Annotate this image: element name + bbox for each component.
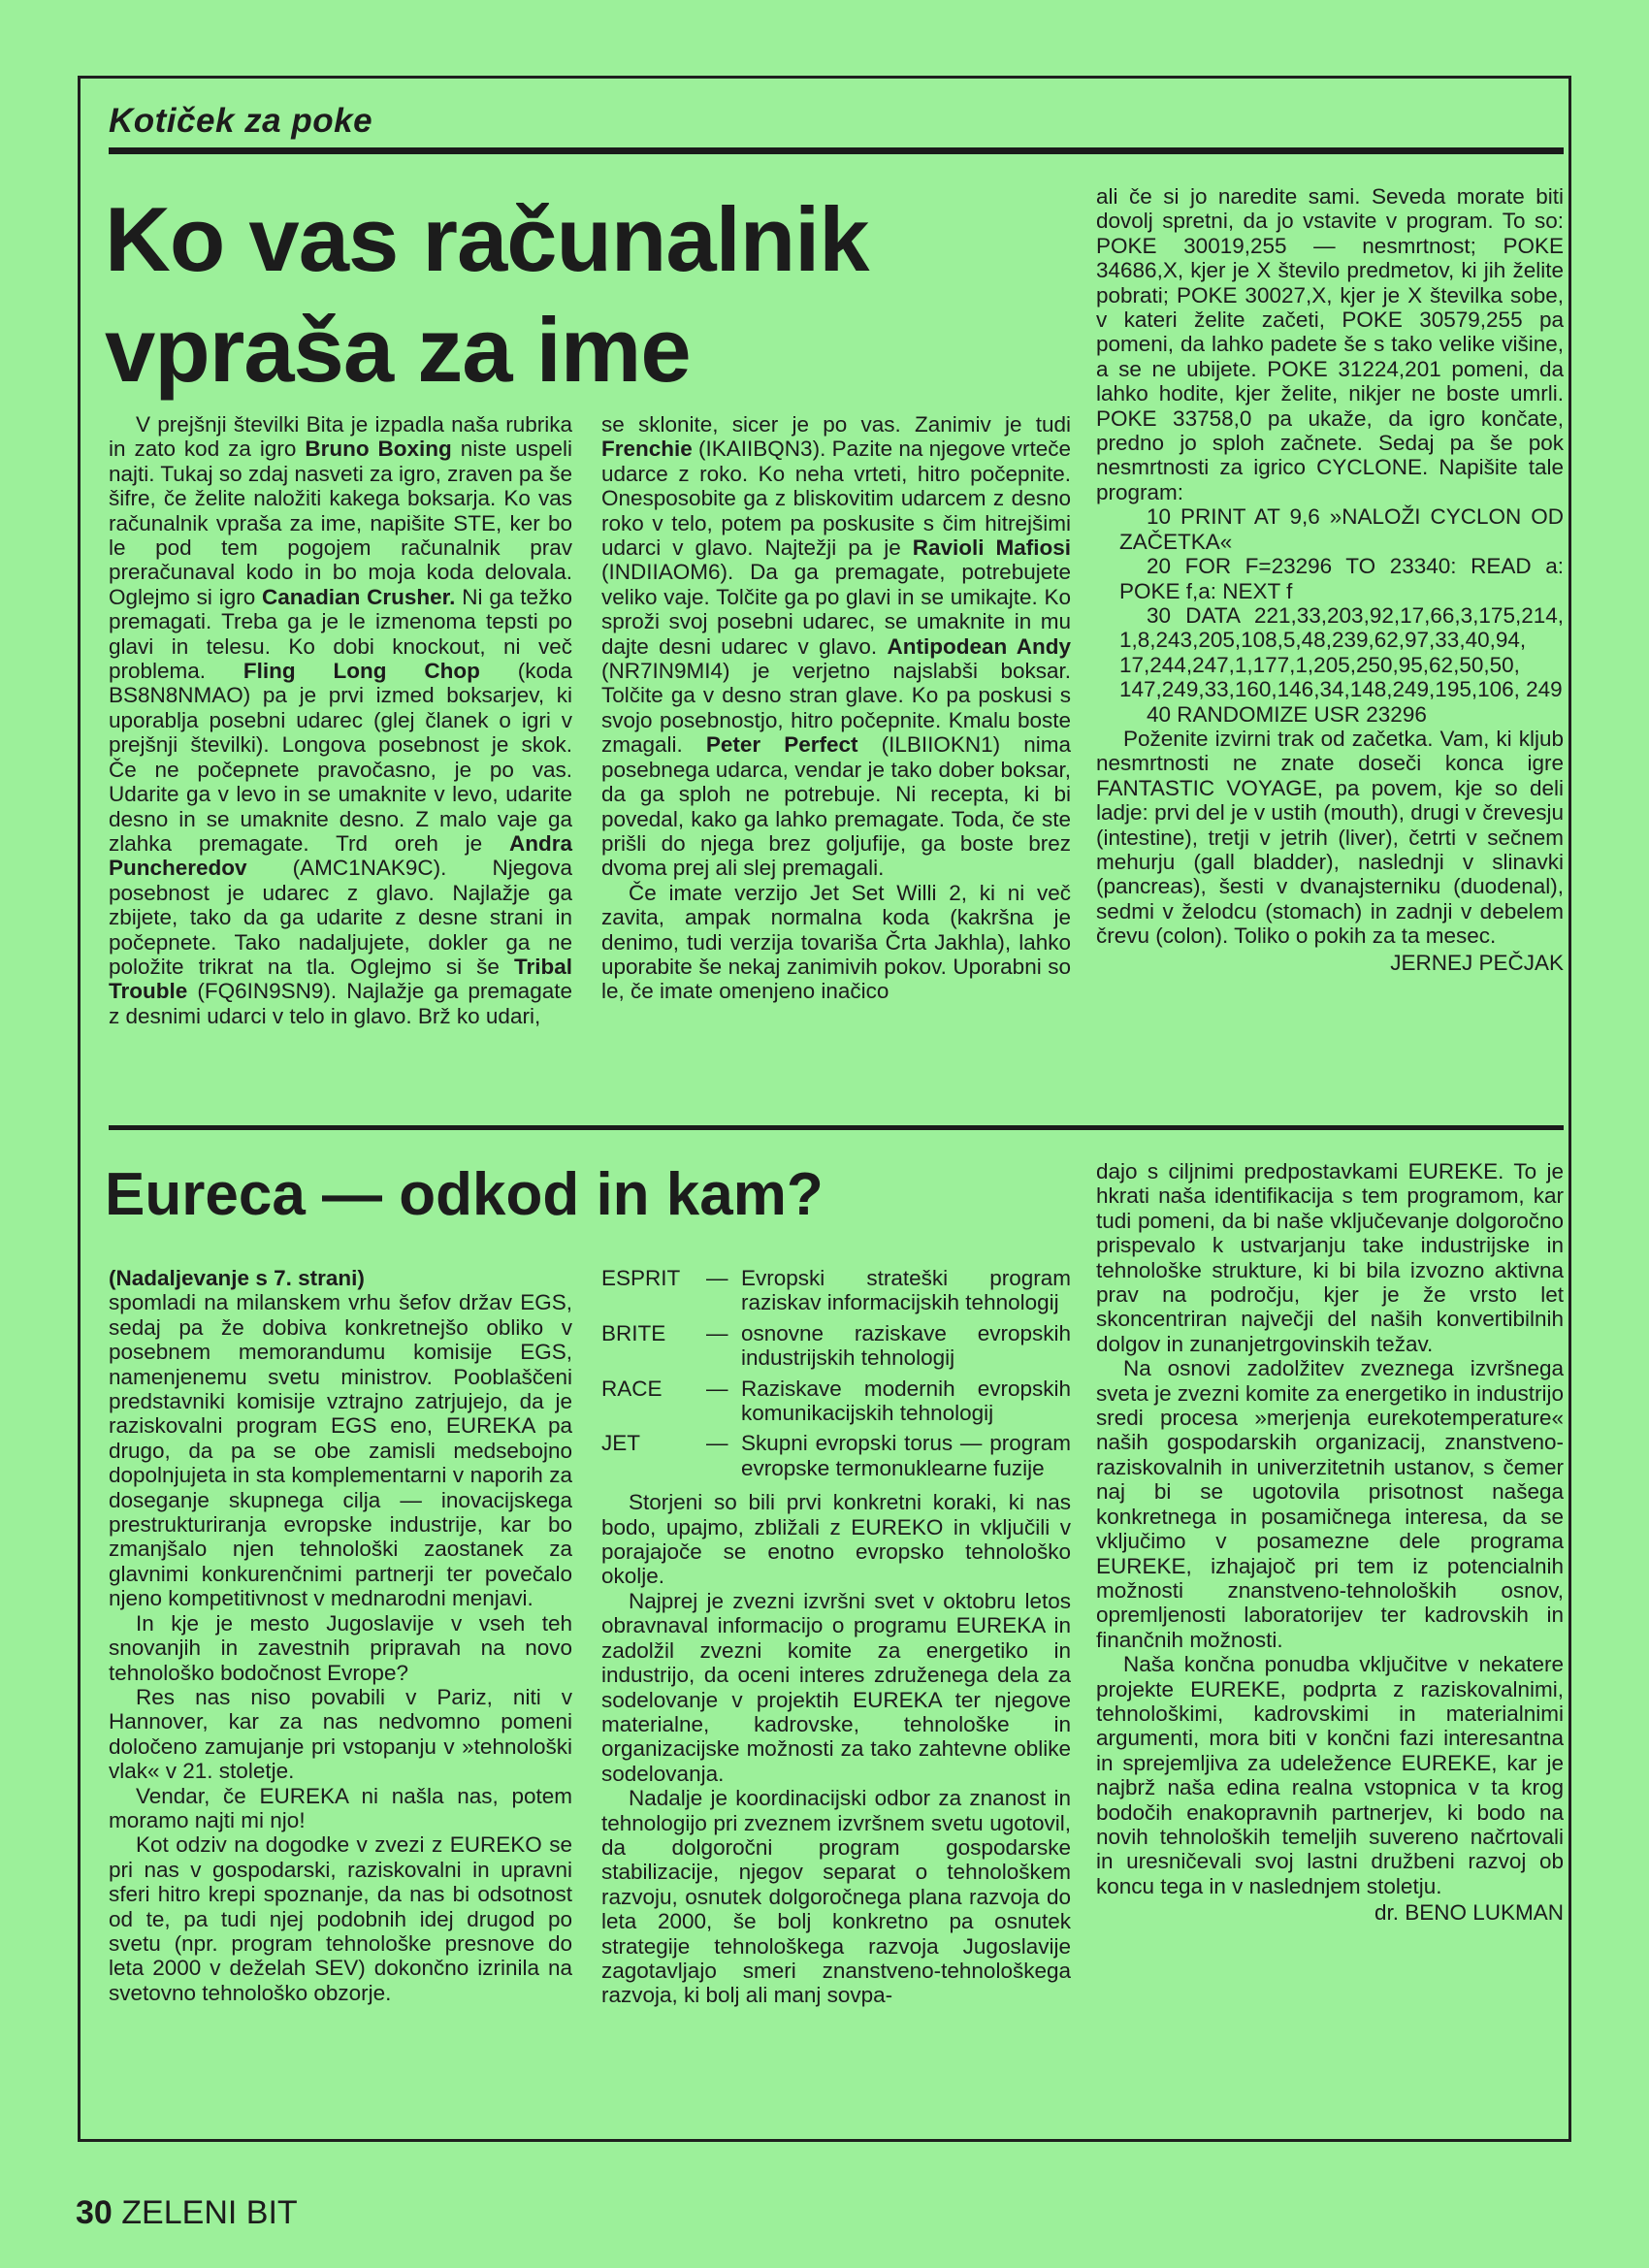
article2-col2-paragraph: Nadalje je koordinacijski odbor za znanost in tehnologijo pri zveznem izvršnem svetu ugotovil, da dolgoročni program gospodarske stabilizacije, njegov separat o tehnološkem razvoju, osnutek dolgoročnega plana razvoja do leta 2000, še bolj konkretno pa osnutek strategije tehnološkega razvoja Jugoslavije zagotavljajo smeri znanstveno-tehnološkega razvoja, ki bolj ali manj sovpa- <box>601 1786 1071 2008</box>
bold-name: Peter Perfect <box>705 732 858 758</box>
article1-col3-paragraph-2: Poženite izvirni trak od začetka. Vam, ki kljub nesmrtnosti ne znate doseči konca igre FANTASTIC VOYAGE, pa povem, kje so deli ladje: prvi del je v ustih (mouth), drugi v črevesju (intestine), tretji v jetrih (liver), četrti v sečnem mehurju (gall bladder), naslednji v slinavki (pancreas), šesti v dvanajsterniku (duodenal), sedmi v želodcu (stomach) in zadnji v debelem črevu (colon). Toliko o pokih za ta mesec. <box>1096 726 1564 949</box>
code-line: 20 FOR F=23296 TO 23340: READ a: POKE f,a: NEXT f <box>1119 554 1564 603</box>
article2-col3-paragraph: Naša končna ponudba vključitve v nekatere projekte EUREKE, podprta z raziskovalnimi, tehnološkimi, kadrovskimi in materialnimi argumenti, mora biti v končni fazi interesantna in sprejemljiva za udeležence EUREKE, kar je najbrž naša edina realna vstopnica v ta krog bodočih enakopravnih partnerjev, ki bodo na novih tehnoloških temeljih suvereno načrtovali in uresničevali svoj lastni družbeni razvoj ob koncu tega in v naslednjem stoletju. <box>1096 1652 1564 1898</box>
article2-col1-paragraph: Res nas niso povabili v Pariz, niti v Hannover, kar za nas nedvomno pomeni določeno zamujanje pri vstopanju v »tehnološki vlak« v 21. stoletje. <box>109 1684 572 1784</box>
article2-col1-paragraph: spomladi na milanskem vrhu šefov držav EGS, sedaj pa že dobiva konkretnejšo obliko v posebnem memorandumu komisije EGS, namenjenemu svetu ministrov. Pooblaščeni predstavniki komisije vztrajno zatrjujejo, da je raziskovalni program EGS eno, EUREKA pa drugo, da pa se obe zamisli medsebojno dopolnjujeta in sta komplementarni v naporih za doseganje skupnega cilja — inovacijskega prestrukturiranja evropske industrije, kar bo zmanjšalo njen tehnološki zaostanek za glavnimi konkurenčnimi partnerji ter povečalo njeno kompetitivnost v mednarodni menjavi. <box>109 1290 572 1611</box>
continued-note: (Nadaljevanje s 7. strani) <box>109 1266 365 1290</box>
article2-col1-paragraph: Kot odziv na dogodke v zvezi z EUREKO se pri nas v gospodarski, raziskovalni in upravni sferi hitro krepi spoznanje, da nas bi odsotnost od te, pa tudi njej podobnih idej drugod po svetu (npr. program tehnološke presnove do leta 2000 v deželah SEV) dokončno izrinila na svetovno tehnološko obzorje. <box>109 1832 572 2005</box>
page-number: 30 <box>76 2194 113 2231</box>
article1-col2-paragraph: se sklonite, sicer je po vas. Zanimiv je tudi Frenchie (IKAIIBQN3). Pazite na njegove vrteče udarce z roko. Ko neha vrteti, hitro počepnite. Onesposobite ga z bliskovitim udarcem z desno roko v telo, potem pa poskusite s čim hitrejšimi udarci v glavo. Najtežji pa je Ravioli Mafiosi (INDIIAOM6). Da ga premagate, potrebujete veliko vaje. Tolčite ga po glavi in se umikajte. Ko sproži svoj posebni udarec, se umaknite in mu dajte desni udarec v glavo. Antipodean Andy (NR7IN9MI4) je verjetno najslabši boksar. Tolčite ga v desno stran glave. Ko pa poskusi s svojo posebnostjo, hitro počepnite. Kmalu boste zmagali. Peter Perfect (ILBIIOKN1) nima posebnega udarca, vendar je tako dober boksar, da ga sploh ne potrebuje. Ni recepta, ki bi povedal, kako ga lahko premagate. Toda, če ste prišli do njega brez goljufije, ga boste brez dvoma prej ali slej premagali. <box>601 412 1071 881</box>
abbreviation-list <box>601 1266 1071 1480</box>
code-listing <box>1096 504 1564 727</box>
article1-col3-paragraph-1: ali če si jo naredite sami. Seveda morate biti dovolj spretni, da jo vstavite v program. To so: POKE 30019,255 — nesmrtnost; POKE 34686,X, kjer je X število predmetov, ki jih želite pobrati; POKE 30027,X, kjer je X številka sobe, v kateri želite začeti, POKE 30579,255 pa pomeni, da lahko padete še s tako velike višine, a se ne ubijete. POKE 31224,201 pomeni, da lahko hodite, kjer želite, nikjer ne boste umrli. POKE 33758,0 pa ukaže, da igro končate, predno jo sploh začnete. Sedaj pa še pok nesmrtnosti za igrico CYCLONE. Napišite tale program: <box>1096 184 1564 504</box>
article2-title: Eureca — odkod in kam? <box>105 1161 824 1228</box>
abbr-dash: — <box>706 1431 728 1456</box>
article2-col2-paragraph: Storjeni so bili prvi konkretni koraki, ki nas bodo, upajmo, zbližali z EUREKO in vključili v porajajoče se enotno evropsko tehnološko okolje. <box>601 1490 1071 1589</box>
top-rule <box>109 147 1564 154</box>
bold-name: Tribal Trouble <box>109 954 572 1004</box>
abbr-dash: — <box>706 1376 728 1401</box>
article2-col2-paragraph: Najprej je zvezni izvršni svet v oktobru letos obravnaval informacijo o programu EUREKA in zadolžil zvezni komite za energetiko in industrijo, da oceni interes združenega dela za sodelovanje v projektih EUREKA ter njegove materialne, kadrovske, tehnološke in organizacijske možnosti za tako zahtevne oblike sodelovanja. <box>601 1588 1071 1786</box>
article2-column-2 <box>601 1266 1071 2008</box>
abbr-term: BRITE <box>601 1320 666 1345</box>
article2-column-3 <box>1096 1159 1564 1926</box>
page-footer <box>76 2194 298 2232</box>
code-line: 10 PRINT AT 9,6 »NALOŽI CYCLON OD ZAČETKA« <box>1119 504 1564 554</box>
middle-rule <box>109 1125 1564 1130</box>
magazine-name: ZELENI BIT <box>121 2194 298 2231</box>
article1-column-1 <box>109 412 572 1028</box>
abbr-definition: Raziskave modernih evropskih komunikacijskih tehnologij <box>741 1376 1071 1426</box>
article1-col1-paragraph: V prejšnji številki Bita je izpadla naša rubrika in zato kod za igro Bruno Boxing niste uspeli najti. Tukaj so zdaj nasveti za igro, zraven pa še šifre, če želite naložiti kakega boksarja. Ko vas računalnik vpraša za ime, napišite STE, ker bo le pod tem pogojem računalnik prav preračunaval kodo in bo moja koda delovala. Oglejmo si igro Canadian Crusher. Ni ga težko premagati. Treba ga je le izmenoma tepsti po glavi in telesu. Ko dobi knockout, ni več problema. Fling Long Chop (koda BS8N8NMAO) pa je prvi izmed boksarjev, ki uporablja posebni udarec (glej članek o igri v prejšnji številki). Longova posebnost je skok. Če ne počepnete pravočasno, je po vas. Udarite ga v levo in se umaknite v levo, udarite desno in se umaknite desno. Z malo vaje ga zlahka premagate. Trd oreh je Andra Puncheredov (AMC1NAK9C). Njegova posebnost je udarec z glavo. Najlažje ga zbijete, tako da ga udarite z desne strani in počepnete. Tako nadaljujete, dokler ga ne položite trikrat na tla. Oglejmo si še Tribal Trouble (FQ6IN9SN9). Najlažje ga premagate z desnimi udarci v telo in glavo. Brž ko udari, <box>109 412 572 1028</box>
bold-name: Antipodean Andy <box>887 633 1071 659</box>
bold-name: Bruno Boxing <box>305 437 452 462</box>
article1-column-2 <box>601 412 1071 1004</box>
abbr-dash: — <box>706 1266 728 1290</box>
bold-name: Andra Puncheredov <box>109 830 572 881</box>
abbr-term: ESPRIT <box>601 1266 681 1290</box>
article1-column-3 <box>1096 184 1564 975</box>
article2-column-1 <box>109 1266 572 2005</box>
article2-col3-paragraph: Na osnovi zadolžitev zveznega izvršnega sveta je zvezni komite za energetiko in industrijo sredi procesa »merjenja eurekotemperature« naših gospodarskih organizacij, znanstveno-raziskovalnih in univerzitetnih ustanov, s čemer naj bi se ugotovila prisotnost našega konkretnega in posamičnega interesa, da se vključimo v posamezne dele programa EUREKE, izhajajoč pri tem iz potencialnih možnosti znanstveno-tehnoloških osnov, opremljenosti laboratorijev ter kadrovskih in finančnih možnosti. <box>1096 1356 1564 1652</box>
abbr-definition: Skupni evropski torus — program evropske termonuklearne fuzije <box>741 1431 1071 1480</box>
abbr-definition: Evropski strateški program raziskav informacijskih tehnologij <box>741 1266 1071 1315</box>
article2-col1-paragraph: Vendar, če EUREKA ni našla nas, potem moramo najti mi njo! <box>109 1783 572 1832</box>
article1-author: JERNEJ PEČJAK <box>1390 950 1564 975</box>
abbr-term: JET <box>601 1431 641 1456</box>
article2-col3-paragraph: dajo s ciljnimi predpostavkami EUREKE. To je hkrati naša identifikacija s tem programom, kar tudi pomeni, da bi naše vključevanje dolgoročno prispevalo k ustvarjanju take industrijske in tehnološke strukture, ki bi bila izvozno aktivna prav na področju, kjer je že vrsto let skoncentriran največji del naših konvertibilnih dolgov in zunanjetrgovinskih težav. <box>1096 1159 1564 1356</box>
bold-name: Frenchie <box>601 437 693 462</box>
bold-name: Canadian Crusher. <box>262 584 456 609</box>
article2-author: dr. BENO LUKMAN <box>1374 1900 1564 1926</box>
code-line: 40 RANDOMIZE USR 23296 <box>1147 701 1427 727</box>
code-line: 30 DATA 221,33,203,92,17,66,3,175,214, 1,8,243,205,108,5,48,239,62,97,33,40,94, 17,244,247,1,177,1,205,250,95,62,50,50, 147,249,33,160,146,34,148,249,195,106, 249 <box>1119 602 1564 702</box>
abbr-dash: — <box>706 1320 728 1345</box>
article2-col1-paragraph: In kje je mesto Jugoslavije v vseh teh snovanjih in zavestnih pripravah na novo tehnološko bodočnost Evrope? <box>109 1610 572 1685</box>
bold-name: Fling Long Chop <box>242 659 480 684</box>
article1-title: Ko vas računalnik vpraša za ime <box>105 188 869 401</box>
section-label: Kotiček za poke <box>109 102 373 140</box>
abbr-definition: osnovne raziskave evropskih industrijskih tehnologij <box>741 1320 1071 1371</box>
article1-col2-paragraph-2: Če imate verzijo Jet Set Willi 2, ki ni več zavita, ampak normalna koda (kakršna je denimo, tudi verzija tovariša Črta Jakhla), lahko uporabite še nekaj zanimivih pokov. Uporabni so le, če imate omenjeno inačico <box>601 880 1071 1004</box>
abbr-term: RACE <box>601 1376 663 1401</box>
bold-name: Ravioli Mafiosi <box>912 535 1071 561</box>
